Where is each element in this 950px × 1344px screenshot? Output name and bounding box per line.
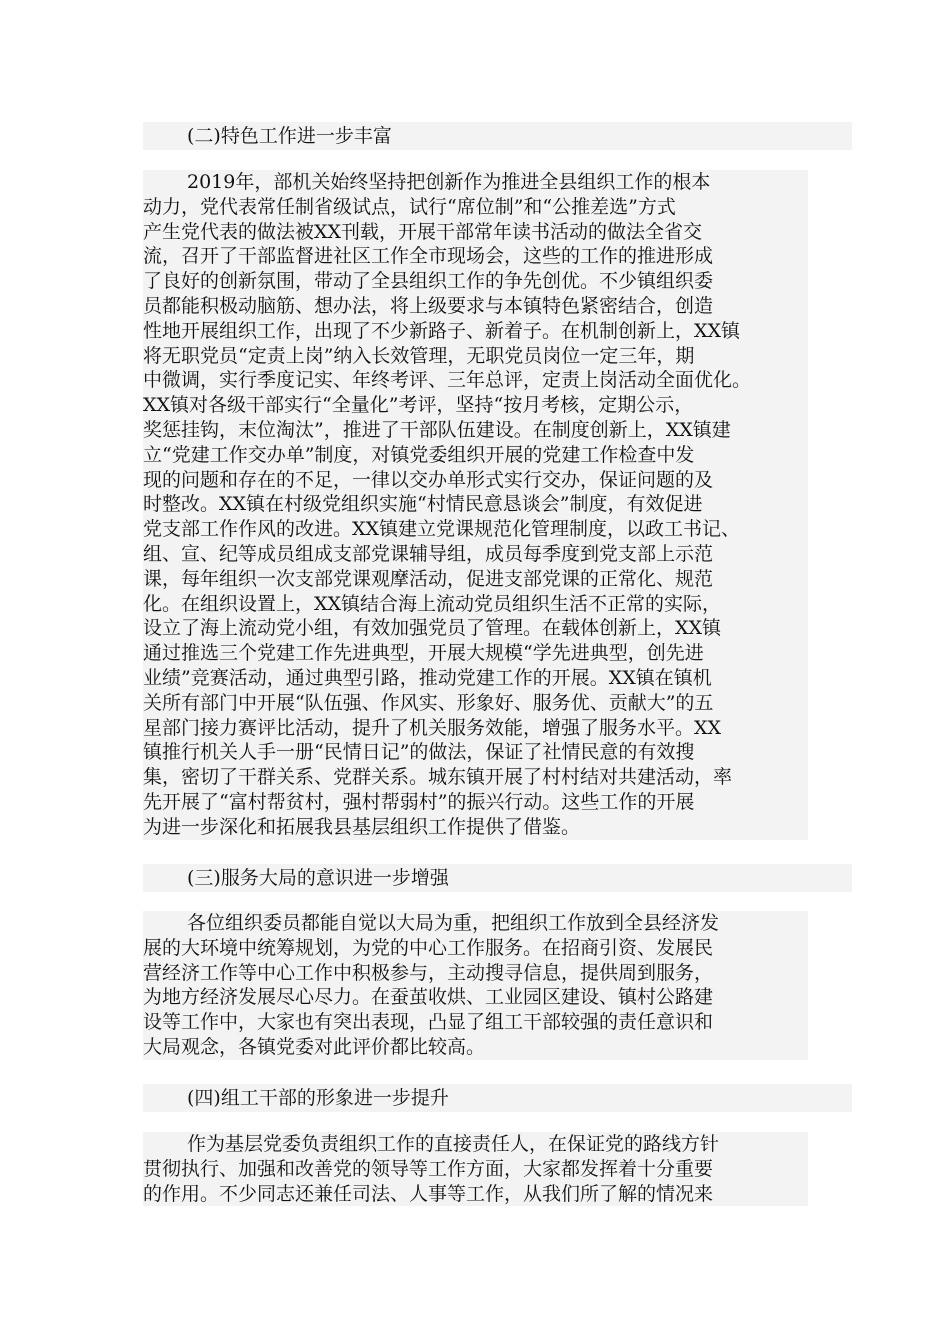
paragraph-line: 立“党建工作交办单”制度，对镇党委组织开展的党建工作检查中发 [143, 443, 695, 466]
paragraph-line: 营经济工作等中心工作中积极参与，主动搜寻信息，提供周到服务， [143, 961, 714, 984]
section-paragraph [143, 170, 808, 840]
section-paragraph [143, 911, 808, 1060]
paragraph-line: 贯彻执行、加强和改善党的领导等工作方面，大家都发挥着十分重要 [143, 1157, 714, 1180]
paragraph-line: 设等工作中，大家也有突出表现，凸显了组工干部较强的责任意识和 [143, 1011, 714, 1034]
paragraph-line: 业绩”竞赛活动，通过典型引路，推动党建工作的开展。XX镇在镇机 [143, 666, 712, 689]
paragraph-line: 组、宣、纪等成员组成支部党课辅导组，成员每季度到党支部上示范 [143, 542, 714, 565]
paragraph-line: 中微调，实行季度记实、年终考评、三年总评，定责上岗活动全面优化。 [143, 369, 752, 392]
paragraph-line: 展的大环境中统筹规划，为党的中心工作服务。在招商引资、发展民 [143, 936, 714, 959]
paragraph-line: 通过推选三个党建工作先进典型，开展大规模“学先进典型，创先进 [143, 642, 704, 665]
paragraph-line: 奖惩挂钩，末位淘汰”，推进了干部队伍建设。在制度创新上，XX镇建 [143, 418, 731, 441]
paragraph-line: 党支部工作作风的改进。XX镇建立党课规范化管理制度，以政工书记、 [143, 518, 741, 541]
paragraph-line: 化。在组织设置上，XX镇结合海上流动党员组织生活不正常的实际， [143, 592, 722, 615]
paragraph-line: 设立了海上流动党小组，有效加强党员了管理。在载体创新上，XX镇 [143, 617, 722, 640]
document-page [143, 0, 808, 1344]
paragraph-line: 现的问题和存在的不足，一律以交办单形式实行交办，保证问题的及 [143, 468, 714, 491]
section-heading: (三)服务大局的意识进一步增强 [143, 864, 852, 892]
section-heading: (二)特色工作进一步丰富 [143, 122, 852, 150]
paragraph-line: 性地开展组织工作，出现了不少新路子、新着子。在机制创新上，XX镇 [143, 319, 741, 342]
paragraph-line: 集，密切了干群关系、党群关系。城东镇开展了村村结对共建活动，率 [143, 766, 733, 789]
paragraph-line: 为地方经济发展尽心尽力。在蚕茧收烘、工业园区建设、镇村公路建 [143, 986, 714, 1009]
paragraph-line: 先开展了“富村帮贫村，强村帮弱村”的振兴行动。这些工作的开展 [143, 790, 695, 813]
paragraph-line: 各位组织委员都能自觉以大局为重，把组织工作放到全县经济发 [187, 912, 720, 934]
paragraph-line: 作为基层党委负责组织工作的直接责任人，在保证党的路线方针 [187, 1133, 720, 1155]
paragraph-line: 产生党代表的做法被XX刊载，开展干部常年读书活动的做法全省交 [143, 220, 703, 243]
paragraph-line: 2019年，部机关始终坚持把创新作为推进全县组织工作的根本 [187, 171, 711, 193]
paragraph-line: 星部门接力赛评比活动，提升了机关服务效能，增强了服务水平。XX [143, 716, 722, 739]
paragraph-line: 为进一步深化和拓展我县基层组织工作提供了借鉴。 [143, 815, 581, 838]
paragraph-line: 流，召开了干部监督进社区工作全市现场会，这些的工作的推进形成 [143, 245, 714, 268]
paragraph-line: 关所有部门中开展“队伍强、作风实、形象好、服务优、贡献大”的五 [143, 691, 714, 714]
paragraph-line: 时整改。XX镇在村级党组织实施“村情民意恳谈会”制度，有效促进 [143, 493, 703, 516]
paragraph-line: 将无职党员“定责上岗”纳入长效管理，无职党员岗位一定三年，期 [143, 344, 695, 367]
paragraph-line: XX镇对各级干部实行“全量化”考评，坚持“按月考核，定期公示， [143, 394, 694, 417]
paragraph-line: 动力，党代表常任制省级试点，试行“席位制”和“公推差选”方式 [143, 195, 676, 218]
section-paragraph [143, 1132, 808, 1206]
paragraph-line: 员都能积极动脑筋、想办法，将上级要求与本镇特色紧密结合，创造 [143, 294, 714, 317]
section-heading: (四)组工干部的形象进一步提升 [143, 1084, 852, 1112]
paragraph-line: 了良好的创新氛围，带动了全县组织工作的争先创优。不少镇组织委 [143, 270, 714, 293]
paragraph-line: 大局观念，各镇党委对此评价都比较高。 [143, 1035, 486, 1058]
paragraph-line: 镇推行机关人手一册“民情日记”的做法，保证了社情民意的有效搜 [143, 741, 695, 764]
paragraph-line: 的作用。不少同志还兼任司法、人事等工作，从我们所了解的情况来 [143, 1182, 714, 1205]
paragraph-line: 课，每年组织一次支部党课观摩活动，促进支部党课的正常化、规范 [143, 567, 714, 590]
